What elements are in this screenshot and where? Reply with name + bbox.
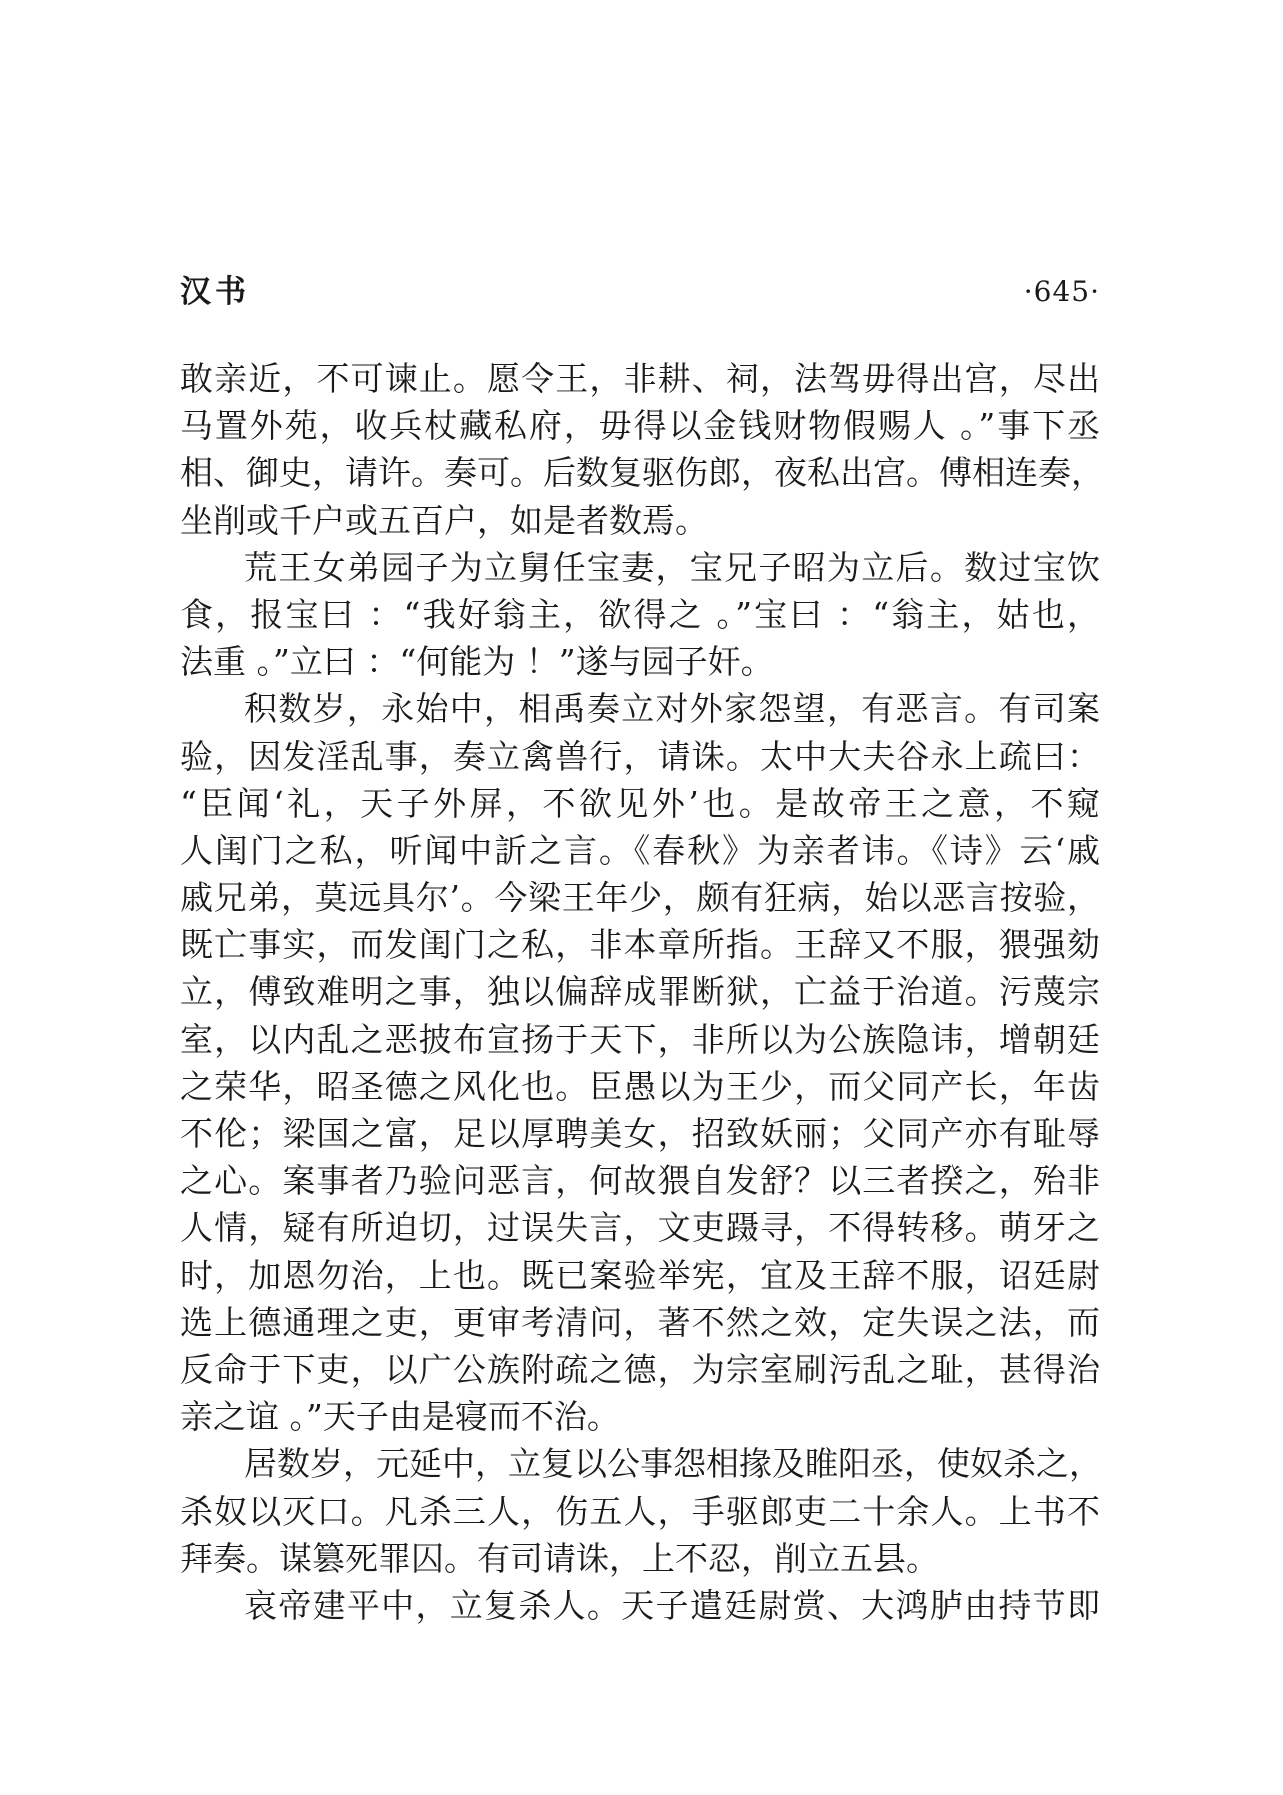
text-line: 积数岁，永始中，相禹奏立对外家怨望，有恶言。有司案	[244, 689, 1100, 729]
text-line: 反命于下吏，以广公族附疏之德，为宗室刷污乱之耻，甚得治	[180, 1349, 1100, 1389]
text-line: 戚兄弟，莫远具尔’。今梁王年少，颇有狂病，始以恶言按验，	[180, 878, 1100, 918]
text-line: 选上德通理之吏，更审考清问，著不然之效，定失误之法，而	[180, 1302, 1100, 1342]
text-line: 坐削或千户或五百户，如是者数焉。	[180, 500, 708, 540]
text-line: 拜奏。谋篡死罪囚。有司请诛，上不忍，削立五县。	[180, 1538, 939, 1578]
text-line: 既亡事实，而发闺门之私，非本章所指。王辞又不服，猥强劾	[180, 925, 1100, 965]
text-line: 不伦；梁国之富，足以厚聘美女，招致妖丽；父同产亦有耻辱	[180, 1114, 1100, 1153]
text-line: 敢亲近，不可谏止。愿令王，非耕、祠，法驾毋得出宫，尽出	[180, 359, 1100, 398]
text-line: 验，因发淫乱事，奏立禽兽行，请诛。太中大夫谷永上疏曰：	[180, 736, 1100, 776]
book-title: 汉书	[180, 274, 250, 310]
running-header	[180, 272, 1100, 320]
text-line: 杀奴以灭口。凡杀三人，伤五人，手驱郎吏二十余人。上书不	[180, 1491, 1100, 1531]
text-line: 亲之谊 。”天子由是寝而不治。	[180, 1397, 620, 1437]
text-line: 之心。案事者乃验问恶言，何故猥自发舒？以三者揆之，殆非	[180, 1161, 1100, 1201]
text-line: 哀帝建平中，立复杀人。天子遣廷尉赏、大鸿胪由持节即	[244, 1585, 1100, 1625]
text-line: “臣闻‘礼，天子外屏，不欲见外’也。是故帝王之意，不窥	[180, 783, 1100, 823]
page-number: ·645·	[1023, 275, 1100, 308]
text-line: 相、御史，请许。奏可。后数复驱伤郎，夜私出宫。傅相连奏，	[180, 453, 1104, 493]
text-line: 食，报宝曰 ：“我好翁主，欲得之 。”宝曰 ：“翁主，姑也，	[180, 594, 1100, 634]
body-text	[180, 358, 1104, 1632]
text-line: 之荣华，昭圣德之风化也。臣愚以为王少，而父同产长，年齿	[180, 1066, 1100, 1106]
text-line: 时，加恩勿治，上也。既已案验举宪，宜及王辞不服，诏廷尉	[180, 1255, 1100, 1295]
text-line: 荒王女弟园子为立舅任宝妻，宝兄子昭为立后。数过宝饮	[244, 547, 1100, 587]
text-line: 马置外苑，收兵杖藏私府，毋得以金钱财物假赐人 。”事下丞	[180, 406, 1100, 446]
text-line: 人闺门之私，听闻中訢之言。《春秋》为亲者讳。《诗》云‘戚	[180, 830, 1100, 870]
text-line: 法重 。”立曰 ：“何能为 ！”遂与园子奸。	[180, 642, 774, 682]
text-line: 人情，疑有所迫切，过误失言，文吏蹑寻，不得转移。萌牙之	[180, 1208, 1100, 1248]
text-line: 居数岁，元延中，立复以公事怨相掾及睢阳丞，使奴杀之，	[244, 1444, 1102, 1484]
text-line: 立，傅致难明之事，独以偏辞成罪断狱，亡益于治道。污蔑宗	[180, 972, 1100, 1012]
text-line: 室，以内乱之恶披布宣扬于天下，非所以为公族隐讳，增朝廷	[180, 1019, 1100, 1059]
